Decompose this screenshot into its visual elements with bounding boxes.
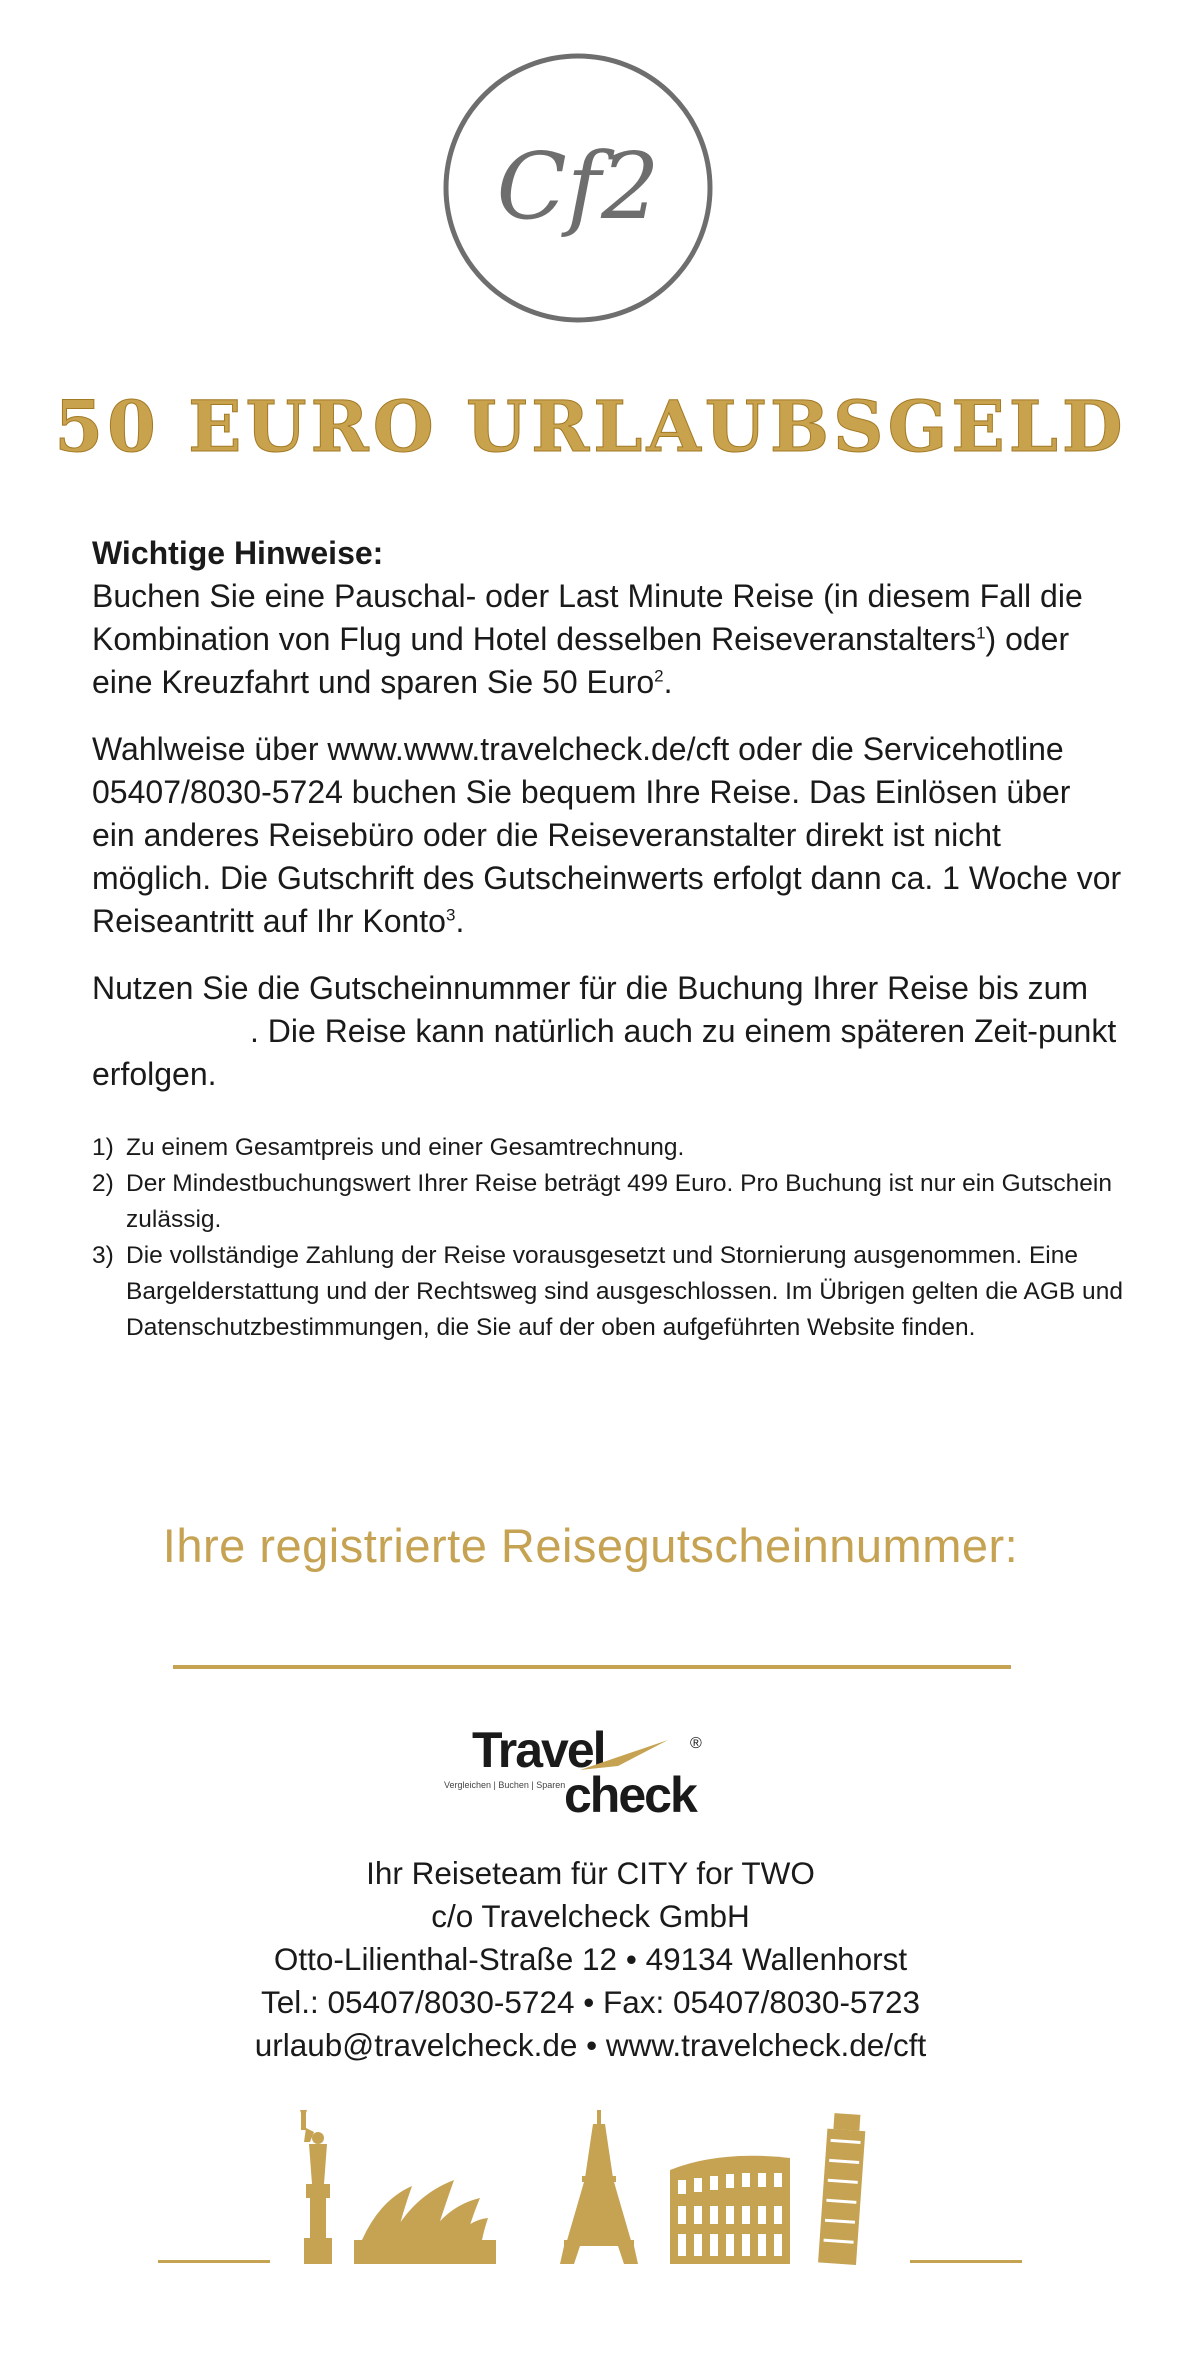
notes-paragraph-1 xyxy=(92,532,1122,704)
footnote-text: Die vollständige Zahlung der Reise vorausgesetzt und Stornierung ausgenommen. Eine Bargelderstattung und der Rechtsweg sind ausgeschlossen. Im Übrigen gelten die AGB und Datenschutzbestimmungen, die Sie auf der oben aufgeführten Website finden. xyxy=(126,1242,1123,1341)
address-line: Otto-Lilienthal-Straße 12 • 49134 Wallenhorst xyxy=(273,1941,908,1977)
footnote-item xyxy=(92,1130,1132,1166)
travelcheck-logo xyxy=(430,1722,730,1822)
footnote-item xyxy=(92,1238,1132,1346)
statue-of-liberty-icon xyxy=(300,2110,332,2264)
footnote-text: Der Mindestbuchungswert Ihrer Reise beträgt 499 Euro. Pro Buchung ist nur ein Gutschein zulässig. xyxy=(126,1170,1112,1233)
footnote-text: Zu einem Gesamtpreis und einer Gesamtrechnung. xyxy=(126,1134,685,1161)
headline: 50 EURO URLAUBSGELD xyxy=(54,385,1127,468)
right-decorative-dash xyxy=(910,2260,1022,2263)
left-decorative-dash xyxy=(158,2260,270,2263)
address-email-web: urlaub@travelcheck.de • www.travelcheck.de/cft xyxy=(254,2027,927,2063)
address-line: c/o Travelcheck GmbH xyxy=(431,1898,750,1934)
footnotes-list xyxy=(92,1130,1132,1346)
footnote-ref-2: 2 xyxy=(654,666,664,686)
landmarks-skyline xyxy=(150,2110,1030,2270)
travelcheck-tagline: Vergleichen | Buchen | Sparen xyxy=(444,1780,566,1790)
address-phone-fax: Tel.: 05407/8030-5724 • Fax: 05407/8030-5723 xyxy=(260,1984,921,2020)
notes-title: Wichtige Hinweise: xyxy=(92,535,384,571)
notes-section xyxy=(92,532,1122,1120)
skyline-graphic xyxy=(150,2110,1030,2270)
footnote-item xyxy=(92,1166,1132,1238)
voucher-number-line xyxy=(173,1665,1011,1669)
sydney-opera-house-icon xyxy=(354,2180,496,2264)
notes-p1-mid: ) oder eine Kreuzfahrt und sparen Sie 50 Euro xyxy=(92,621,1070,700)
travelcheck-word-travel: Travel xyxy=(472,1722,605,1778)
cf2-logo-mark xyxy=(440,50,716,326)
notes-paragraph-3 xyxy=(92,967,1122,1096)
notes-p1-end: . xyxy=(663,664,673,700)
footnote-number: 3) xyxy=(92,1242,114,1269)
travelcheck-word-check: check xyxy=(564,1767,696,1822)
address-line: Ihr Reiseteam für CITY for TWO xyxy=(366,1855,815,1891)
cf2-logo xyxy=(440,50,716,326)
contact-address xyxy=(0,1852,1181,2067)
notes-p2-text: Wahlweise über www.www.travelcheck.de/cft oder die Servicehotline 05407/8030-5724 buchen Sie bequem Ihre Reise. Das Einlösen über ein anderes Reisebüro oder die Reiseveranstalter direkt ist nicht möglich. Die Gutschrift des Gutscheinwerts erfolgt dann ca. 1 Woche vor Reiseantritt auf Ihr Konto xyxy=(92,731,1122,939)
notes-paragraph-2 xyxy=(92,728,1122,943)
eiffel-tower-icon xyxy=(560,2110,638,2264)
footnote-number: 1) xyxy=(92,1134,114,1161)
footnote-ref-1: 1 xyxy=(976,623,986,643)
registration-title: Ihre registrierte Reisegutscheinnummer: xyxy=(162,1519,1019,1572)
notes-p2-end: . xyxy=(455,903,465,939)
notes-p3-text2: . Die Reise kann natürlich auch zu einem späteren Zeit-punkt erfolgen. xyxy=(92,1013,1117,1092)
registered-mark: ® xyxy=(690,1735,702,1752)
footnote-ref-3: 3 xyxy=(445,905,456,925)
travelcheck-logo-mark xyxy=(430,1722,730,1822)
cf2-logo-text: Cf2 xyxy=(496,133,660,240)
footnote-number: 2) xyxy=(92,1170,114,1197)
notes-p1-text: Buchen Sie eine Pauschal- oder Last Minute Reise (in diesem Fall die Kombination von Flug und Hotel desselben Reiseveranstalters xyxy=(92,578,1083,657)
notes-p3-text1: Nutzen Sie die Gutscheinnummer für die Buchung Ihrer Reise bis zum xyxy=(92,970,1089,1006)
